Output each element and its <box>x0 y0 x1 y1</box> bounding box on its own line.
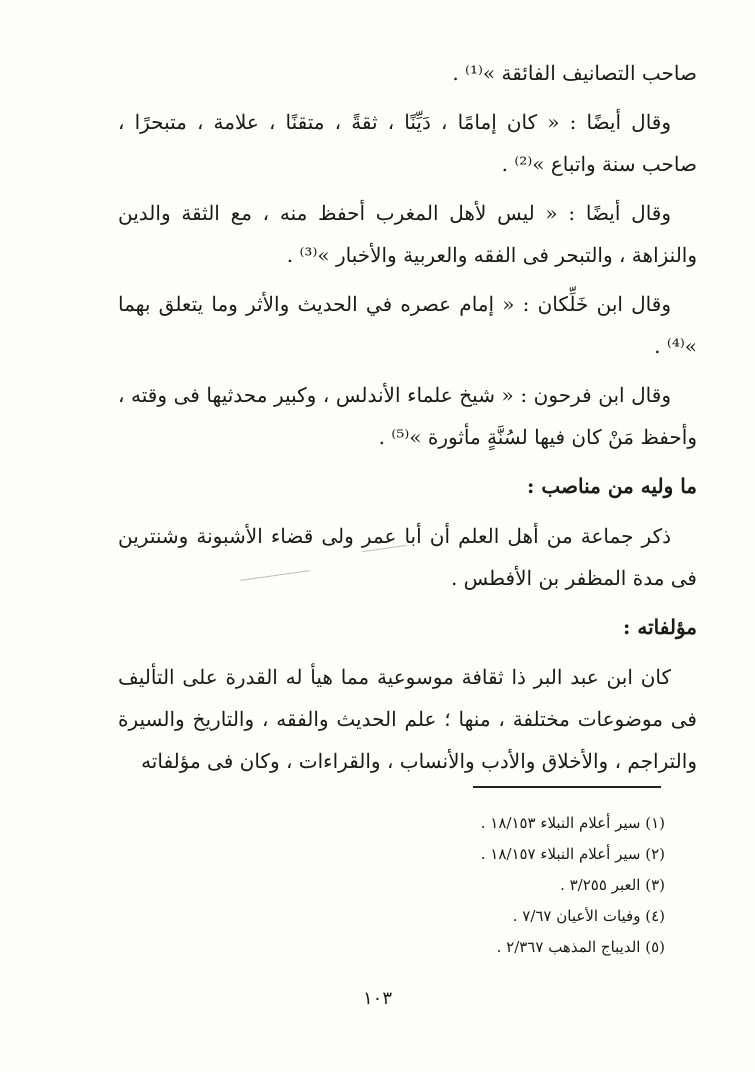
page-number: ١٠٣ <box>362 988 392 1009</box>
paragraph-quote-5: وقال ابن فرحون : « شيخ علماء الأندلس ، وكبير محدثيها فى وقته ، وأحفظ مَنْ كان فيها لسُنَّةٍ مأثورة »⁽⁵⁾ . <box>118 383 697 449</box>
footnote-5: (٥) الديباج المذهب ٢/٣٦٧ . <box>496 938 665 956</box>
footnote-4: (٤) وفيات الأعيان ٧/٦٧ . <box>512 907 665 925</box>
footnote-2: (٢) سير أعلام النبلاء ١٨/١٥٧ . <box>480 845 665 863</box>
paragraph-quote-2: وقال أيضًا : « كان إمامًا ، دَيِّنًا ، ثقةً ، متقنًا ، علامة ، متبحرًا ، صاحب سنة واتباع »⁽²⁾ . <box>118 110 697 176</box>
footnotes <box>300 808 665 963</box>
footnote-3: (٣) العبر ٣/٢٥٥ . <box>560 876 665 894</box>
heading-works: مؤلفاته : <box>623 615 697 639</box>
main-text <box>118 52 697 789</box>
paragraph-positions: ذكر جماعة من أهل العلم أن أبا عمر ولى قضاء الأشبونة وشنترين فى مدة المظفر بن الأفطس . <box>118 524 697 590</box>
heading-positions: ما وليه من مناصب : <box>527 474 697 498</box>
paragraph-quote-3: وقال أيضًا : « ليس لأهل المغرب أحفظ منه ، مع الثقة والدين والنزاهة ، والتبحر فى الفقه والعربية والأخبار »⁽³⁾ . <box>118 201 697 267</box>
paragraph-quote-4: وقال ابن خَلِّكان : « إمام عصره في الحديث والأثر وما يتعلق بهما »⁽⁴⁾ . <box>118 292 697 358</box>
footnote-separator <box>473 786 661 788</box>
paragraph-continuation: صاحب التصانيف الفائقة »⁽¹⁾ . <box>452 61 697 85</box>
footnote-1: (١) سير أعلام النبلاء ١٨/١٥٣ . <box>480 814 665 832</box>
paragraph-works: كان ابن عبد البر ذا ثقافة موسوعية مما هيأ له القدرة على التأليف فى موضوعات مختلفة ، منها ؛ علم الحديث والفقه ، والتاريخ والسيرة والتراجم ، والأخلاق والأدب والأنساب ، والقراءات ، وكان فى مؤلفاته <box>118 665 697 773</box>
